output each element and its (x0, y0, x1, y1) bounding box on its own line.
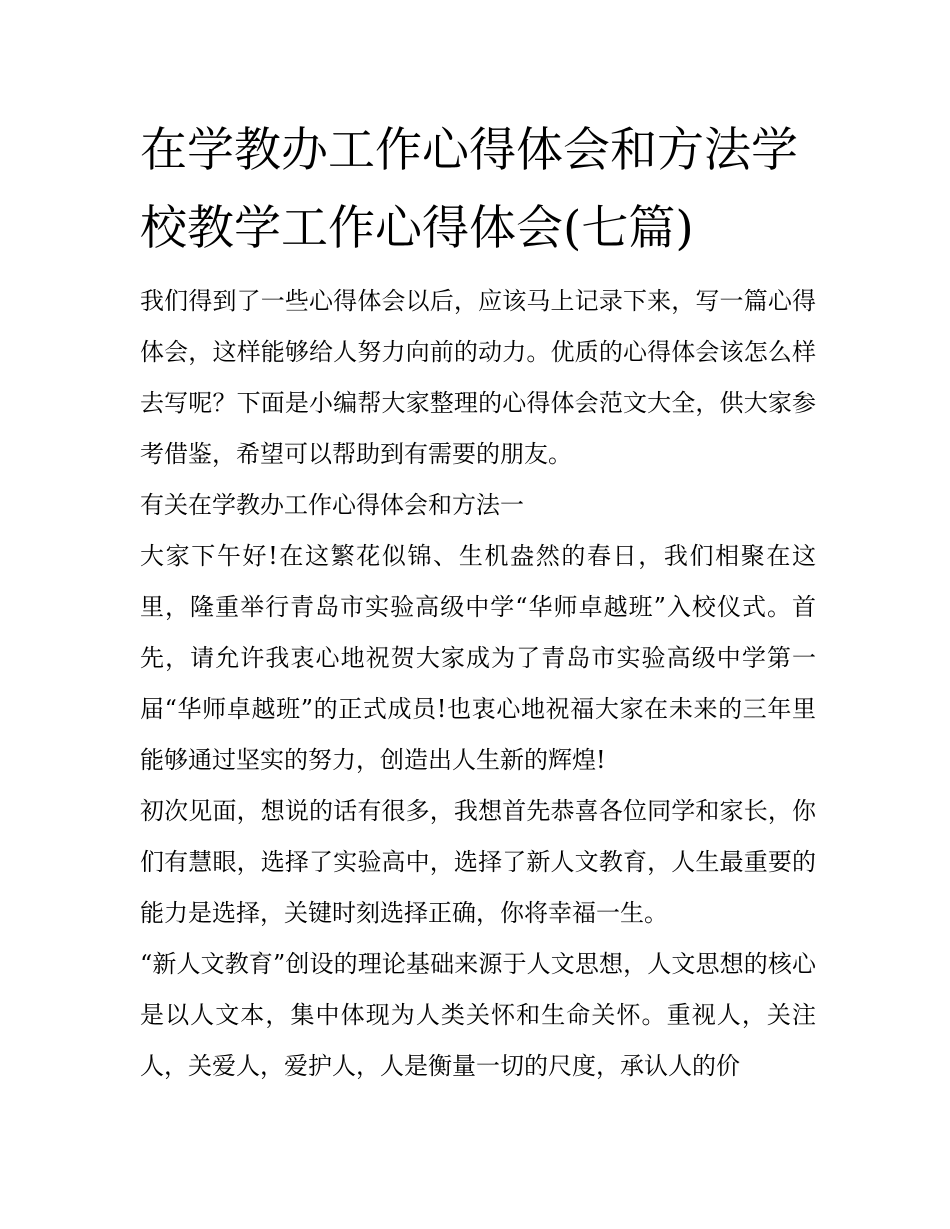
body-paragraph: 初次见面，想说的话有很多，我想首先恭喜各位同学和家长，你们有慧眼，选择了实验高中，选择了新人文教育，人生最重要的能力是选择，关键时刻选择正确，你将幸福一生。 (140, 797, 816, 927)
body-paragraph: 大家下午好!在这繁花似锦、生机盎然的春日，我们相聚在这里，隆重举行青岛市实验高级中学“华师卓越班”入校仪式。首先，请允许我衷心地祝贺大家成为了青岛市实验高级中学第一届“华师卓越班”的正式成员!也衷心地祝福大家在未来的三年里能够通过坚实的努力，创造出人生新的辉煌! (140, 542, 816, 774)
document-title: 在学教办工作心得体会和方法学校教学工作心得体会(七篇) (140, 123, 798, 256)
section-heading: 有关在学教办工作心得体会和方法一 (140, 491, 524, 519)
intro-paragraph: 我们得到了一些心得体会以后，应该马上记录下来，写一篇心得体会，这样能够给人努力向前的动力。优质的心得体会该怎么样去写呢？下面是小编帮大家整理的心得体会范文大全，供大家参考借鉴，希望可以帮助到有需要的朋友。 (140, 287, 816, 468)
document-body (140, 276, 816, 1092)
body-paragraph: “新人文教育”创设的理论基础来源于人文思想，人文思想的核心是以人文本，集中体现为人类关怀和生命关怀。重视人，关注人，关爱人，爱护人，人是衡量一切的尺度，承认人的价 (140, 950, 816, 1080)
